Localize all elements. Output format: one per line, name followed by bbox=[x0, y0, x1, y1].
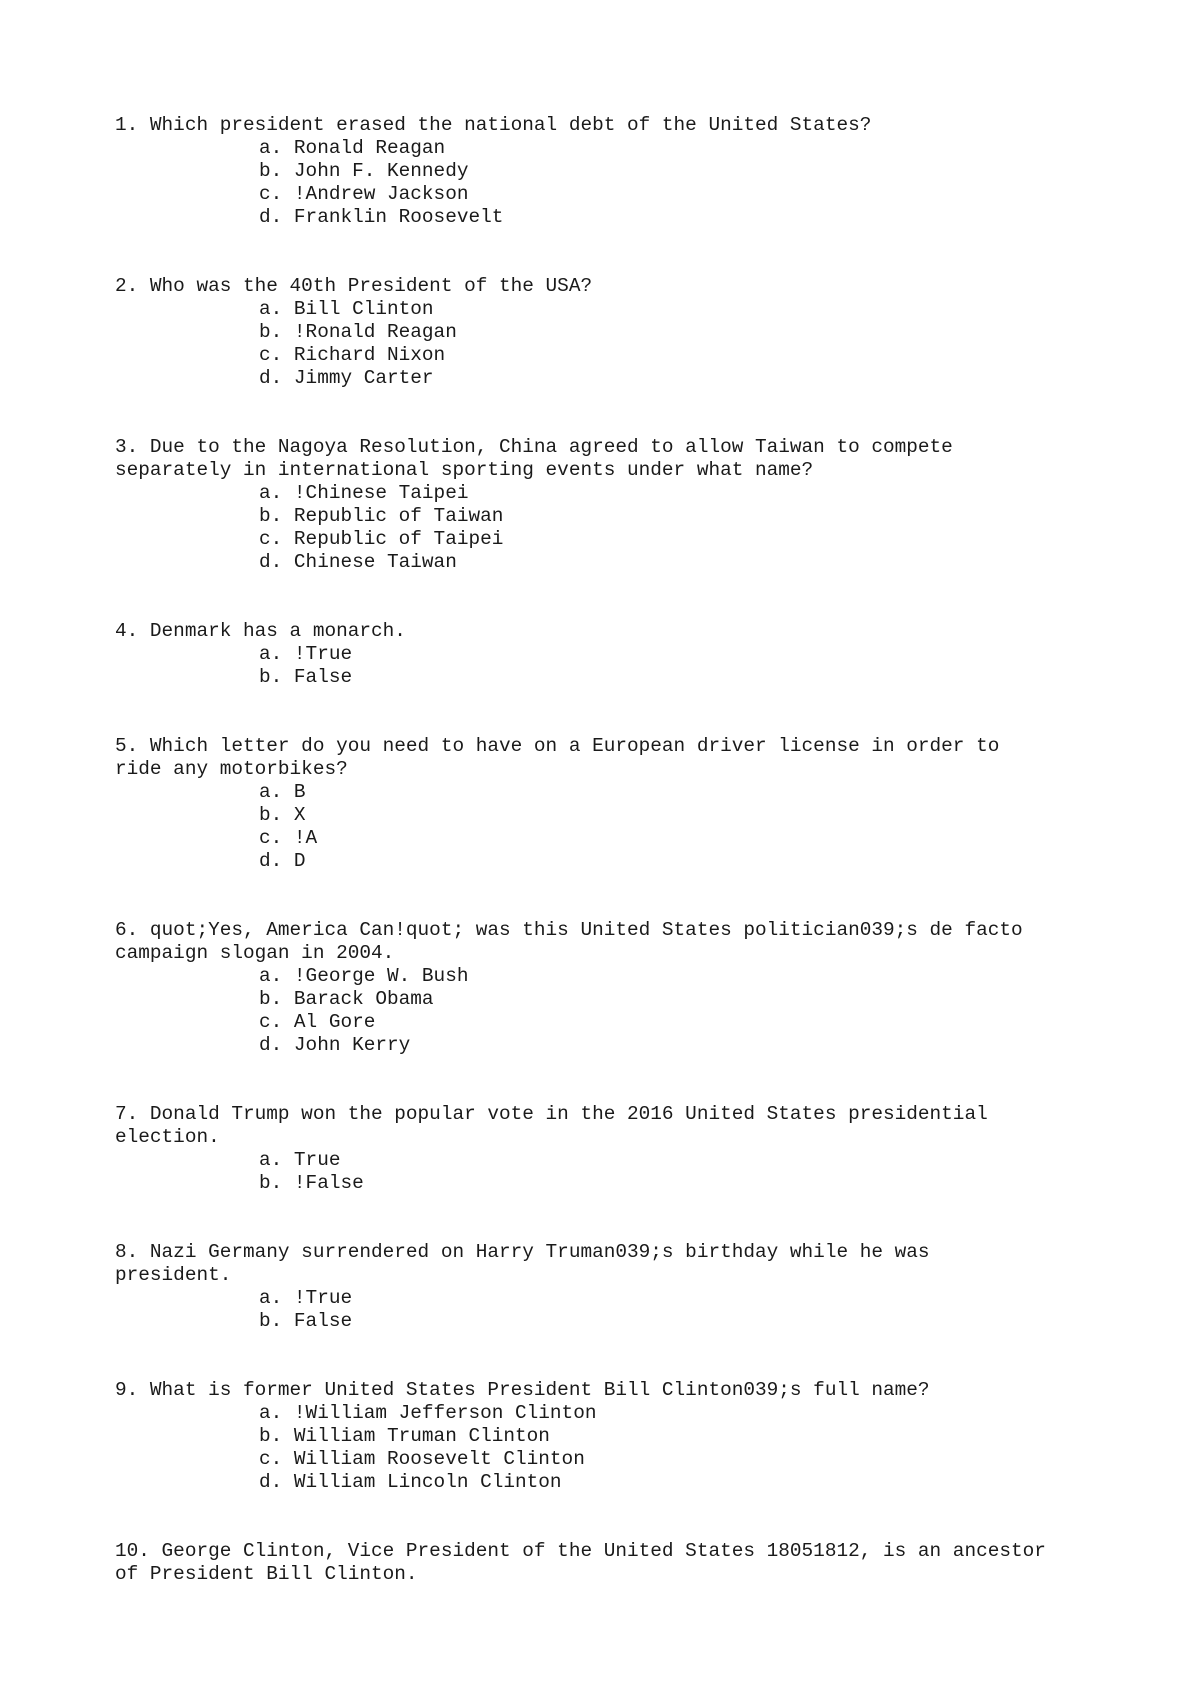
answer-option bbox=[259, 1149, 1115, 1172]
question-8 bbox=[115, 1241, 1115, 1333]
option-text: !William Jefferson Clinton bbox=[293, 1401, 597, 1424]
option-letter: a. bbox=[259, 964, 283, 987]
option-text: Richard Nixon bbox=[293, 343, 446, 366]
answer-option bbox=[259, 804, 1115, 827]
option-text: Republic of Taipei bbox=[293, 527, 504, 550]
answer-options bbox=[115, 781, 1115, 873]
question-1 bbox=[115, 114, 1115, 229]
option-text: False bbox=[293, 665, 353, 688]
answer-options bbox=[115, 643, 1115, 689]
option-letter: b. bbox=[259, 504, 283, 527]
option-letter: b. bbox=[259, 1171, 283, 1194]
question-text: 7. Donald Trump won the popular vote in the 2016 United States presidential election. bbox=[115, 1103, 988, 1148]
option-letter: b. bbox=[259, 1424, 283, 1447]
option-text: False bbox=[293, 1309, 353, 1332]
question-text: 10. George Clinton, Vice President of the United States 18051812, is an ancestor of President Bill Clinton. bbox=[115, 1540, 1046, 1585]
question-text: 1. Which president erased the national debt of the United States? bbox=[115, 114, 872, 136]
option-letter: d. bbox=[259, 550, 283, 573]
option-text: B bbox=[293, 780, 306, 803]
option-letter: a. bbox=[259, 642, 283, 665]
option-text: !True bbox=[293, 642, 353, 665]
option-text: !Andrew Jackson bbox=[293, 182, 469, 205]
answer-option bbox=[259, 551, 1115, 574]
answer-option bbox=[259, 367, 1115, 390]
answer-option bbox=[259, 666, 1115, 689]
answer-option bbox=[259, 183, 1115, 206]
answer-option bbox=[259, 988, 1115, 1011]
option-letter: c. bbox=[259, 182, 283, 205]
option-letter: d. bbox=[259, 1470, 283, 1493]
option-letter: a. bbox=[259, 1401, 283, 1424]
question-2 bbox=[115, 275, 1115, 390]
option-letter: c. bbox=[259, 343, 283, 366]
option-letter: c. bbox=[259, 1447, 283, 1470]
answer-options bbox=[115, 137, 1115, 229]
question-6 bbox=[115, 919, 1115, 1056]
answer-options bbox=[115, 1402, 1115, 1494]
option-letter: d. bbox=[259, 849, 283, 872]
answer-option bbox=[259, 965, 1115, 988]
option-letter: c. bbox=[259, 527, 283, 550]
question-5 bbox=[115, 735, 1115, 872]
option-letter: d. bbox=[259, 366, 283, 389]
answer-option bbox=[259, 298, 1115, 321]
option-letter: b. bbox=[259, 159, 283, 182]
option-text: Jimmy Carter bbox=[293, 366, 434, 389]
answer-option bbox=[259, 505, 1115, 528]
option-letter: a. bbox=[259, 297, 283, 320]
answer-option bbox=[259, 1172, 1115, 1195]
answer-option bbox=[259, 137, 1115, 160]
answer-options bbox=[115, 965, 1115, 1057]
question-text: 4. Denmark has a monarch. bbox=[115, 620, 406, 642]
answer-option bbox=[259, 827, 1115, 850]
answer-option bbox=[259, 1287, 1115, 1310]
answer-options bbox=[115, 1149, 1115, 1195]
answer-option bbox=[259, 344, 1115, 367]
option-text: Bill Clinton bbox=[293, 297, 434, 320]
option-text: !A bbox=[293, 826, 318, 849]
answer-option bbox=[259, 1402, 1115, 1425]
question-text: 2. Who was the 40th President of the USA? bbox=[115, 275, 593, 297]
answer-option bbox=[259, 482, 1115, 505]
question-text: 3. Due to the Nagoya Resolution, China agreed to allow Taiwan to compete separately in international sporting events under what name? bbox=[115, 436, 953, 481]
option-letter: b. bbox=[259, 320, 283, 343]
option-text: John Kerry bbox=[293, 1033, 411, 1056]
option-letter: a. bbox=[259, 481, 283, 504]
question-9 bbox=[115, 1379, 1115, 1494]
question-10 bbox=[115, 1540, 1115, 1586]
option-letter: c. bbox=[259, 826, 283, 849]
option-text: Republic of Taiwan bbox=[293, 504, 504, 527]
option-text: True bbox=[293, 1148, 341, 1171]
question-text: 6. quot;Yes, America Can!quot; was this United States politician039;s de facto campaign slogan in 2004. bbox=[115, 919, 1023, 964]
option-text: !False bbox=[293, 1171, 364, 1194]
option-text: D bbox=[293, 849, 306, 872]
answer-option bbox=[259, 206, 1115, 229]
answer-option bbox=[259, 781, 1115, 804]
answer-option bbox=[259, 1471, 1115, 1494]
option-letter: c. bbox=[259, 1010, 283, 1033]
question-4 bbox=[115, 620, 1115, 689]
option-letter: b. bbox=[259, 987, 283, 1010]
option-text: John F. Kennedy bbox=[293, 159, 469, 182]
option-letter: b. bbox=[259, 803, 283, 826]
answer-option bbox=[259, 1425, 1115, 1448]
answer-options bbox=[115, 482, 1115, 574]
option-text: William Lincoln Clinton bbox=[293, 1470, 562, 1493]
option-letter: d. bbox=[259, 205, 283, 228]
option-text: Al Gore bbox=[293, 1010, 376, 1033]
question-text: 8. Nazi Germany surrendered on Harry Truman039;s birthday while he was president. bbox=[115, 1241, 930, 1286]
option-text: William Truman Clinton bbox=[293, 1424, 550, 1447]
answer-options bbox=[115, 1287, 1115, 1333]
option-text: !Ronald Reagan bbox=[293, 320, 457, 343]
question-text: 9. What is former United States President Bill Clinton039;s full name? bbox=[115, 1379, 930, 1401]
option-letter: a. bbox=[259, 1148, 283, 1171]
option-letter: a. bbox=[259, 136, 283, 159]
answer-option bbox=[259, 1034, 1115, 1057]
answer-option bbox=[259, 1310, 1115, 1333]
answer-option bbox=[259, 850, 1115, 873]
option-text: Chinese Taiwan bbox=[293, 550, 457, 573]
answer-option bbox=[259, 321, 1115, 344]
answer-option bbox=[259, 160, 1115, 183]
option-text: !George W. Bush bbox=[293, 964, 469, 987]
question-3 bbox=[115, 436, 1115, 573]
option-text: X bbox=[293, 803, 306, 826]
option-text: Ronald Reagan bbox=[293, 136, 446, 159]
option-letter: d. bbox=[259, 1033, 283, 1056]
question-text: 5. Which letter do you need to have on a European driver license in order to ride any motorbikes? bbox=[115, 735, 1000, 780]
option-text: !True bbox=[293, 1286, 353, 1309]
option-text: Franklin Roosevelt bbox=[293, 205, 504, 228]
answer-option bbox=[259, 643, 1115, 666]
answer-option bbox=[259, 1448, 1115, 1471]
option-letter: b. bbox=[259, 1309, 283, 1332]
option-letter: b. bbox=[259, 665, 283, 688]
answer-option bbox=[259, 1011, 1115, 1034]
option-text: William Roosevelt Clinton bbox=[293, 1447, 585, 1470]
option-text: Barack Obama bbox=[293, 987, 434, 1010]
option-text: !Chinese Taipei bbox=[293, 481, 469, 504]
answer-options bbox=[115, 298, 1115, 390]
answer-option bbox=[259, 528, 1115, 551]
option-letter: a. bbox=[259, 1286, 283, 1309]
option-letter: a. bbox=[259, 780, 283, 803]
question-7 bbox=[115, 1103, 1115, 1195]
